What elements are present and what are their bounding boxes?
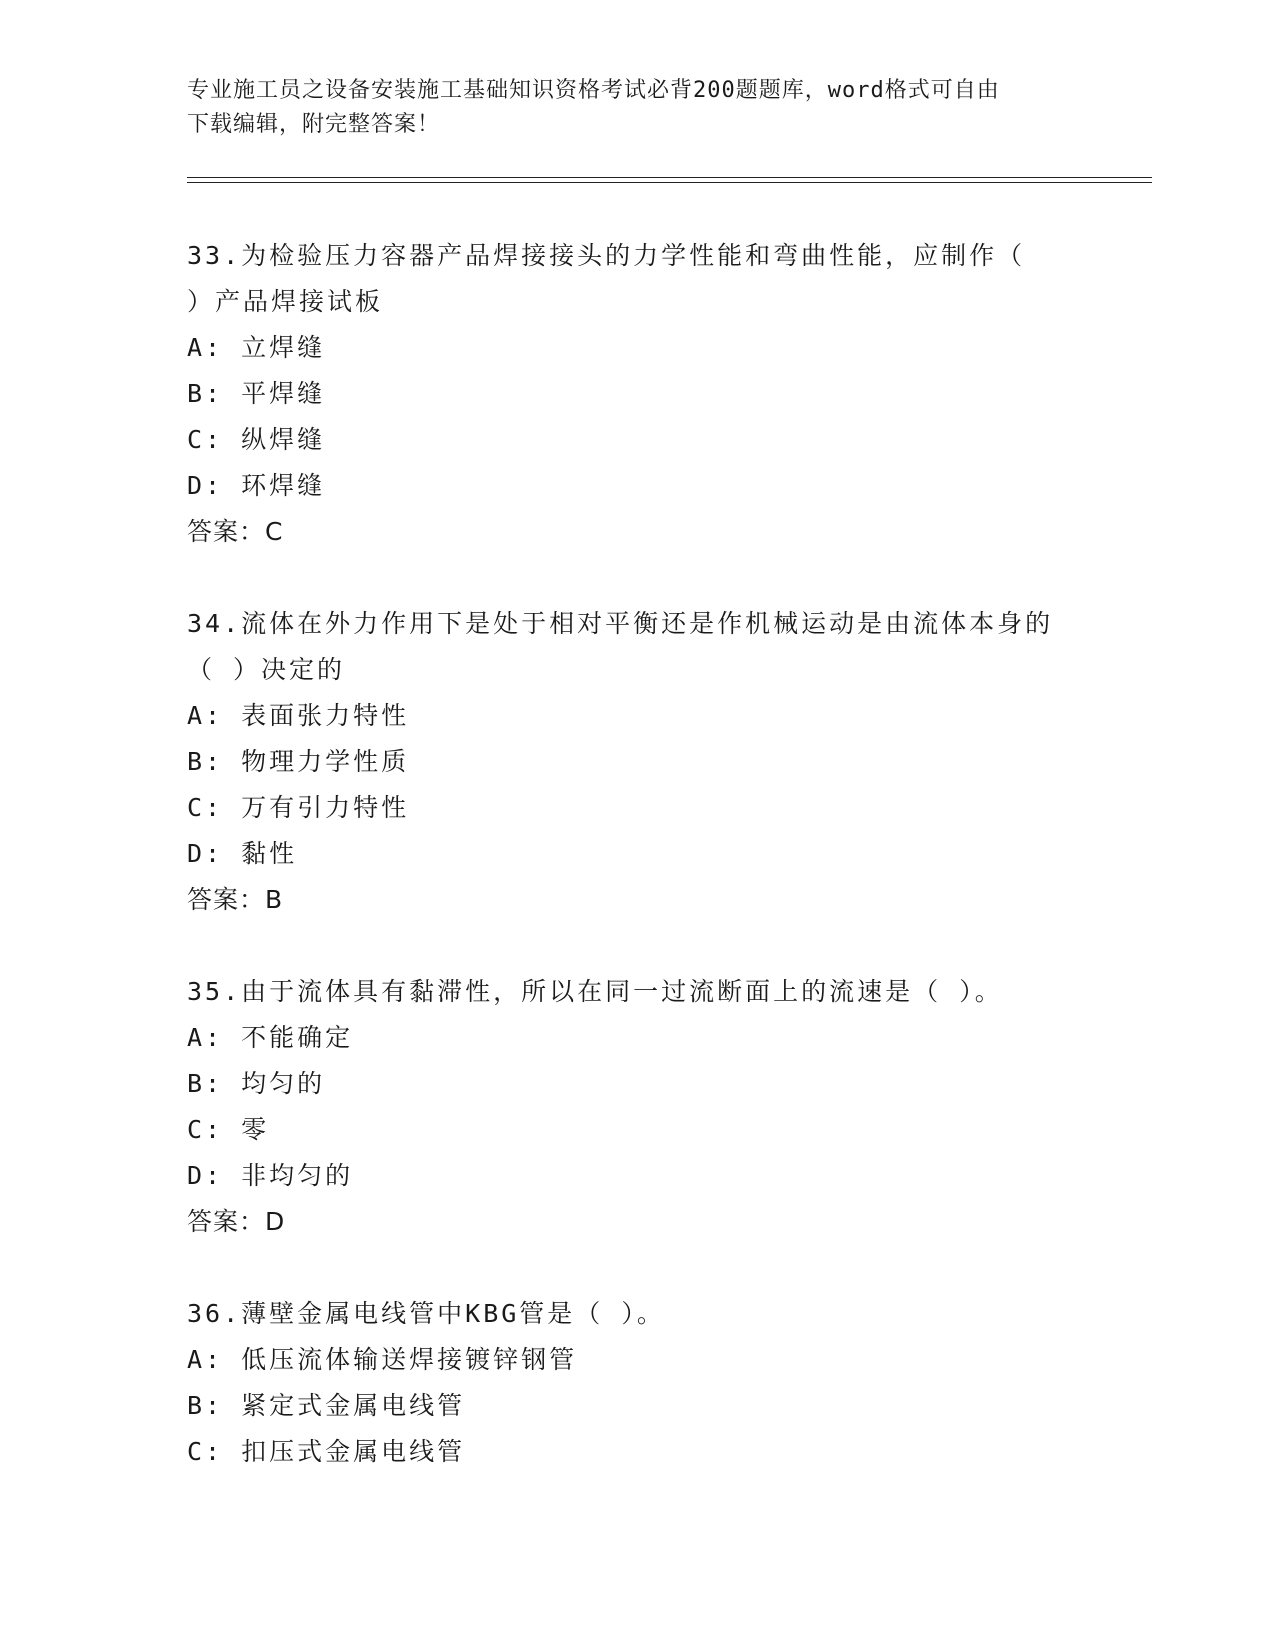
question-text-continued: ）产品焊接试板 — [187, 287, 384, 316]
option-b: B: 物理力学性质 — [187, 747, 410, 776]
question-text: 34.流体在外力作用下是处于相对平衡还是作机械运动是由流体本身的 — [187, 609, 1054, 638]
option-a: A: 低压流体输送焊接镀锌钢管 — [187, 1345, 578, 1374]
question-34 — [187, 601, 1087, 923]
question-list — [187, 233, 1087, 1521]
document-header — [187, 74, 1087, 142]
option-b: B: 平焊缝 — [187, 379, 326, 408]
option-b: B: 均匀的 — [187, 1069, 326, 1098]
question-text: 36.薄壁金属电线管中KBG管是（ ）。 — [187, 1299, 665, 1328]
answer: 答案：C — [187, 517, 284, 546]
question-33 — [187, 233, 1087, 555]
question-text-continued: （ ）决定的 — [187, 655, 346, 684]
header-divider-bottom — [187, 182, 1152, 183]
option-a: A: 不能确定 — [187, 1023, 354, 1052]
option-d: D: 环焊缝 — [187, 471, 326, 500]
option-d: D: 黏性 — [187, 839, 298, 868]
question-35 — [187, 969, 1087, 1245]
question-text: 33.为检验压力容器产品焊接接头的力学性能和弯曲性能，应制作（ — [187, 241, 1026, 270]
option-c: C: 纵焊缝 — [187, 425, 326, 454]
option-a: A: 立焊缝 — [187, 333, 326, 362]
option-c: C: 扣压式金属电线管 — [187, 1437, 466, 1466]
answer: 答案：B — [187, 885, 284, 914]
option-d: D: 非均匀的 — [187, 1161, 354, 1190]
option-c: C: 零 — [187, 1115, 270, 1144]
option-a: A: 表面张力特性 — [187, 701, 410, 730]
question-text: 35.由于流体具有黏滞性，所以在同一过流断面上的流速是（ ）。 — [187, 977, 1003, 1006]
question-36 — [187, 1291, 1087, 1475]
answer: 答案：D — [187, 1207, 286, 1236]
header-line-1: 专业施工员之设备安装施工基础知识资格考试必背200题题库，word格式可自由 — [187, 78, 1000, 103]
header-line-2: 下载编辑，附完整答案！ — [187, 112, 441, 137]
option-c: C: 万有引力特性 — [187, 793, 410, 822]
option-b: B: 紧定式金属电线管 — [187, 1391, 466, 1420]
header-divider-top — [187, 177, 1152, 178]
